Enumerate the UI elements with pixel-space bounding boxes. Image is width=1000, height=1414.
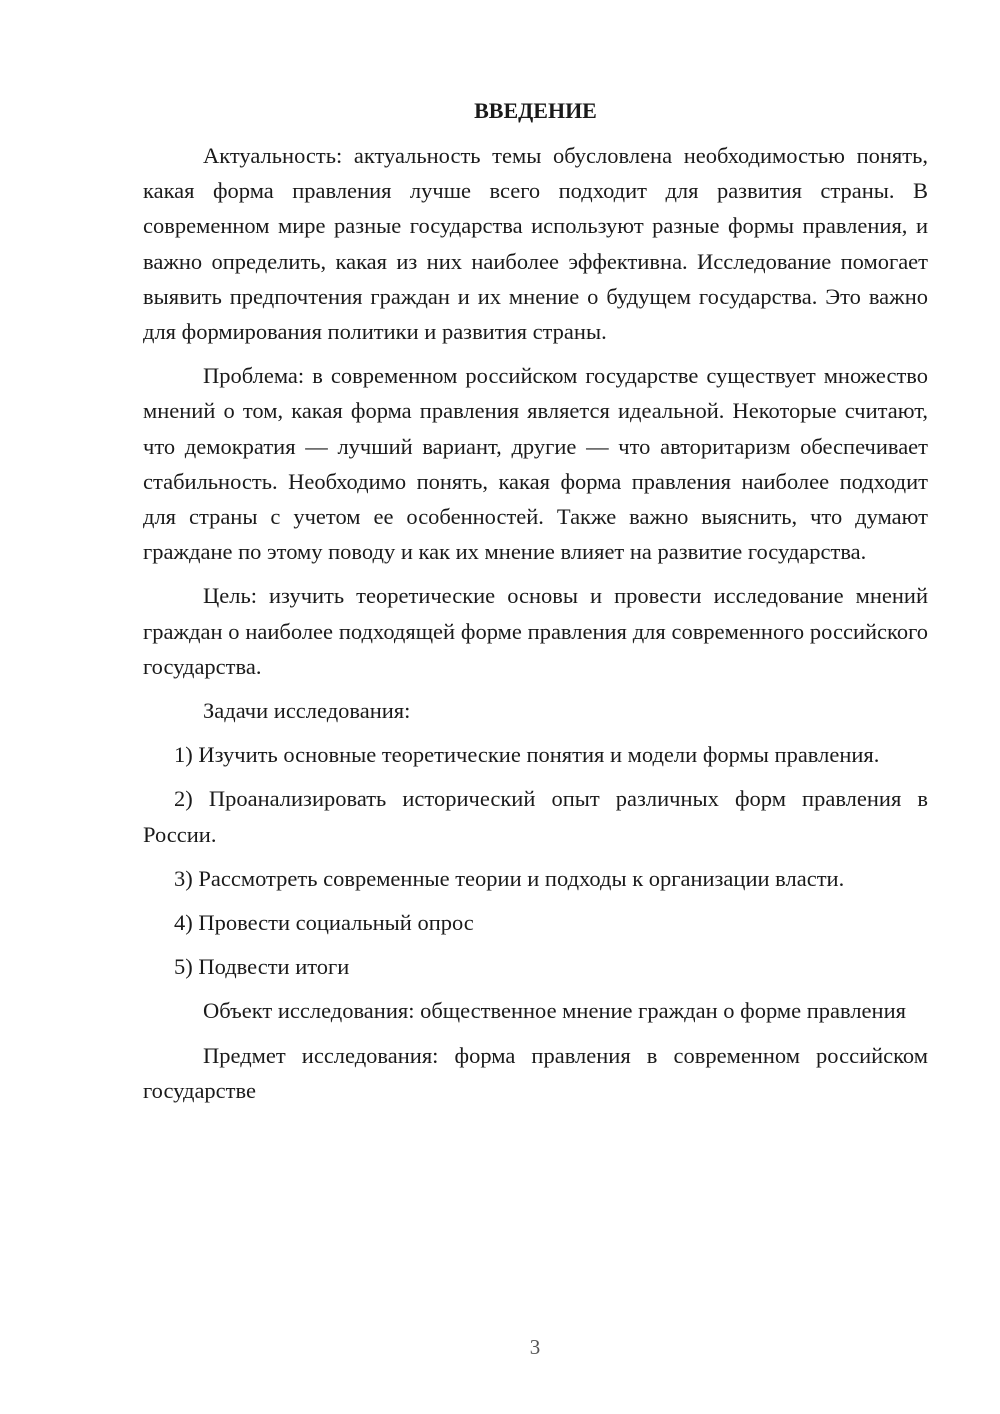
page-number: 3 bbox=[529, 1335, 541, 1359]
paragraph-object: Объект исследования: общественное мнение граждан о форме правления bbox=[203, 998, 906, 1024]
paragraph-problem: Проблема: в современном российском государстве существует множество мнений о том, какая форма правления является идеальной. Некоторые считают, что демократия — лучший вариант, другие — что авторитаризм обеспечивает стабильность. Необходимо понять, какая форма правления наиболее подходит для страны с учетом ее особенностей. Также важно выяснить, что думают граждане по этому поводу и как их мнение влияет на развитие государства. bbox=[143, 363, 928, 565]
task-item-2: 2) Проанализировать исторический опыт различных форм правления в России. bbox=[143, 786, 928, 847]
tasks-heading: Задачи исследования: bbox=[203, 698, 411, 724]
task-item-3: 3) Рассмотреть современные теории и подходы к организации власти. bbox=[174, 865, 845, 891]
page-content bbox=[143, 96, 928, 1108]
task-item-1: 1) Изучить основные теоретические понятия и модели формы правления. bbox=[174, 742, 880, 768]
paragraph-relevance: Актуальность: актуальность темы обусловлена необходимостью понять, какая форма правления лучше всего подходит для развития страны. В современном мире разные государства используют разные формы правления, и важно определить, какая из них наиболее эффективна. Исследование помогает выявить предпочтения граждан и их мнение о будущем государства. Это важно для формирования политики и развития страны. bbox=[143, 143, 928, 345]
section-title: ВВЕДЕНИЕ bbox=[474, 98, 597, 123]
paragraph-goal: Цель: изучить теоретические основы и провести исследование мнений граждан о наиболее подходящей форме правления для современного российского государства. bbox=[143, 583, 928, 679]
paragraph-subject: Предмет исследования: форма правления в современном российском государстве bbox=[143, 1042, 928, 1103]
task-item-4: 4) Провести социальный опрос bbox=[174, 910, 474, 936]
task-item-5: 5) Подвести итоги bbox=[174, 954, 350, 980]
